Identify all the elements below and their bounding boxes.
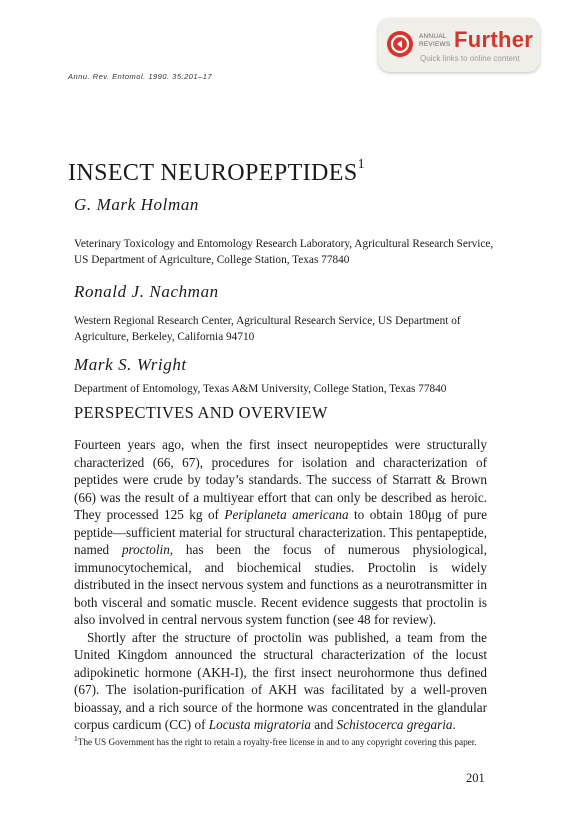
species-name: Schistocerca gregaria [336,717,453,732]
author-name: Ronald J. Nachman [74,282,219,301]
article-title [68,157,365,187]
footnote-text: The US Government has the right to retain a royalty-free license in and to any copyright covering this paper. [77,737,477,748]
footnote-mark: 1 [74,734,78,743]
running-head: Annu. Rev. Entomol. 1990. 35:201–17 [68,72,213,81]
species-name: Periplaneta americana [224,507,349,522]
paragraph: Shortly after the structure of proctolin was published, a team from the United Kingdom announced the structural characterization of the locust adipokinetic hormone (AKH-I), the first insect neurohormone thus defined (67). The isolation-purification of AKH was facilitated by a well-proven bioassay, and a rich source of the hormone was concentrated in the glandular corpus cardicum (CC) of Locusta migratoria and Schistocerca gregaria. [74,629,487,732]
author-affiliation: Western Regional Research Center, Agricultural Research Service, US Department of Agriculture, Berkeley, California 94710 [74,315,461,343]
further-subtitle: Quick links to online content [420,54,520,63]
footnote [74,732,487,749]
title-footnote-mark[interactable]: 1 [357,157,365,172]
page-number: 201 [466,771,485,785]
emphasis-term: proctolin, [121,542,174,557]
article-title-text: INSECT NEUROPEPTIDES [68,160,358,186]
author-affiliation: Veterinary Toxicology and Entomology Research Laboratory, Agricultural Research Service, US Department of Agriculture, College Station, Texas 77840 [74,238,494,266]
further-links-badge[interactable] [378,18,540,72]
section-heading: PERSPECTIVES AND OVERVIEW [74,403,328,422]
species-name: Locusta migratoria [208,717,311,732]
further-title: Further [454,27,534,52]
play-arrow-icon [387,31,413,57]
author-name: Mark S. Wright [74,355,187,374]
annual-reviews-logo-text: ANNUAL REVIEWS [419,33,451,48]
author-name: G. Mark Holman [74,195,200,214]
author-affiliation: Department of Entomology, Texas A&M University, College Station, Texas 77840 [74,383,447,395]
paragraph: Fourteen years ago, when the first insect neuropeptides were structurally characterized (66, 67), procedures for isolation and characterization of peptides were crude by today’s standards. The success of Starratt & Brown (66) was the result of a multiyear effort that can only be described as heroic. They processed 125 kg of Periplaneta americana to obtain 180μg of pure peptide—sufficient material for structural characterization. This pentapeptide, named proctolin, has been the focus of numerous physiological, immunocytochemical, and biochemical studies. Proctolin is widely distributed in the insect nervous system and functions as a neurotransmitter in both visceral and somatic muscle. Recent evidence suggests that proctolin is also involved in central nervous system function (see 48 for review). [74,437,488,627]
body-text [74,436,487,734]
